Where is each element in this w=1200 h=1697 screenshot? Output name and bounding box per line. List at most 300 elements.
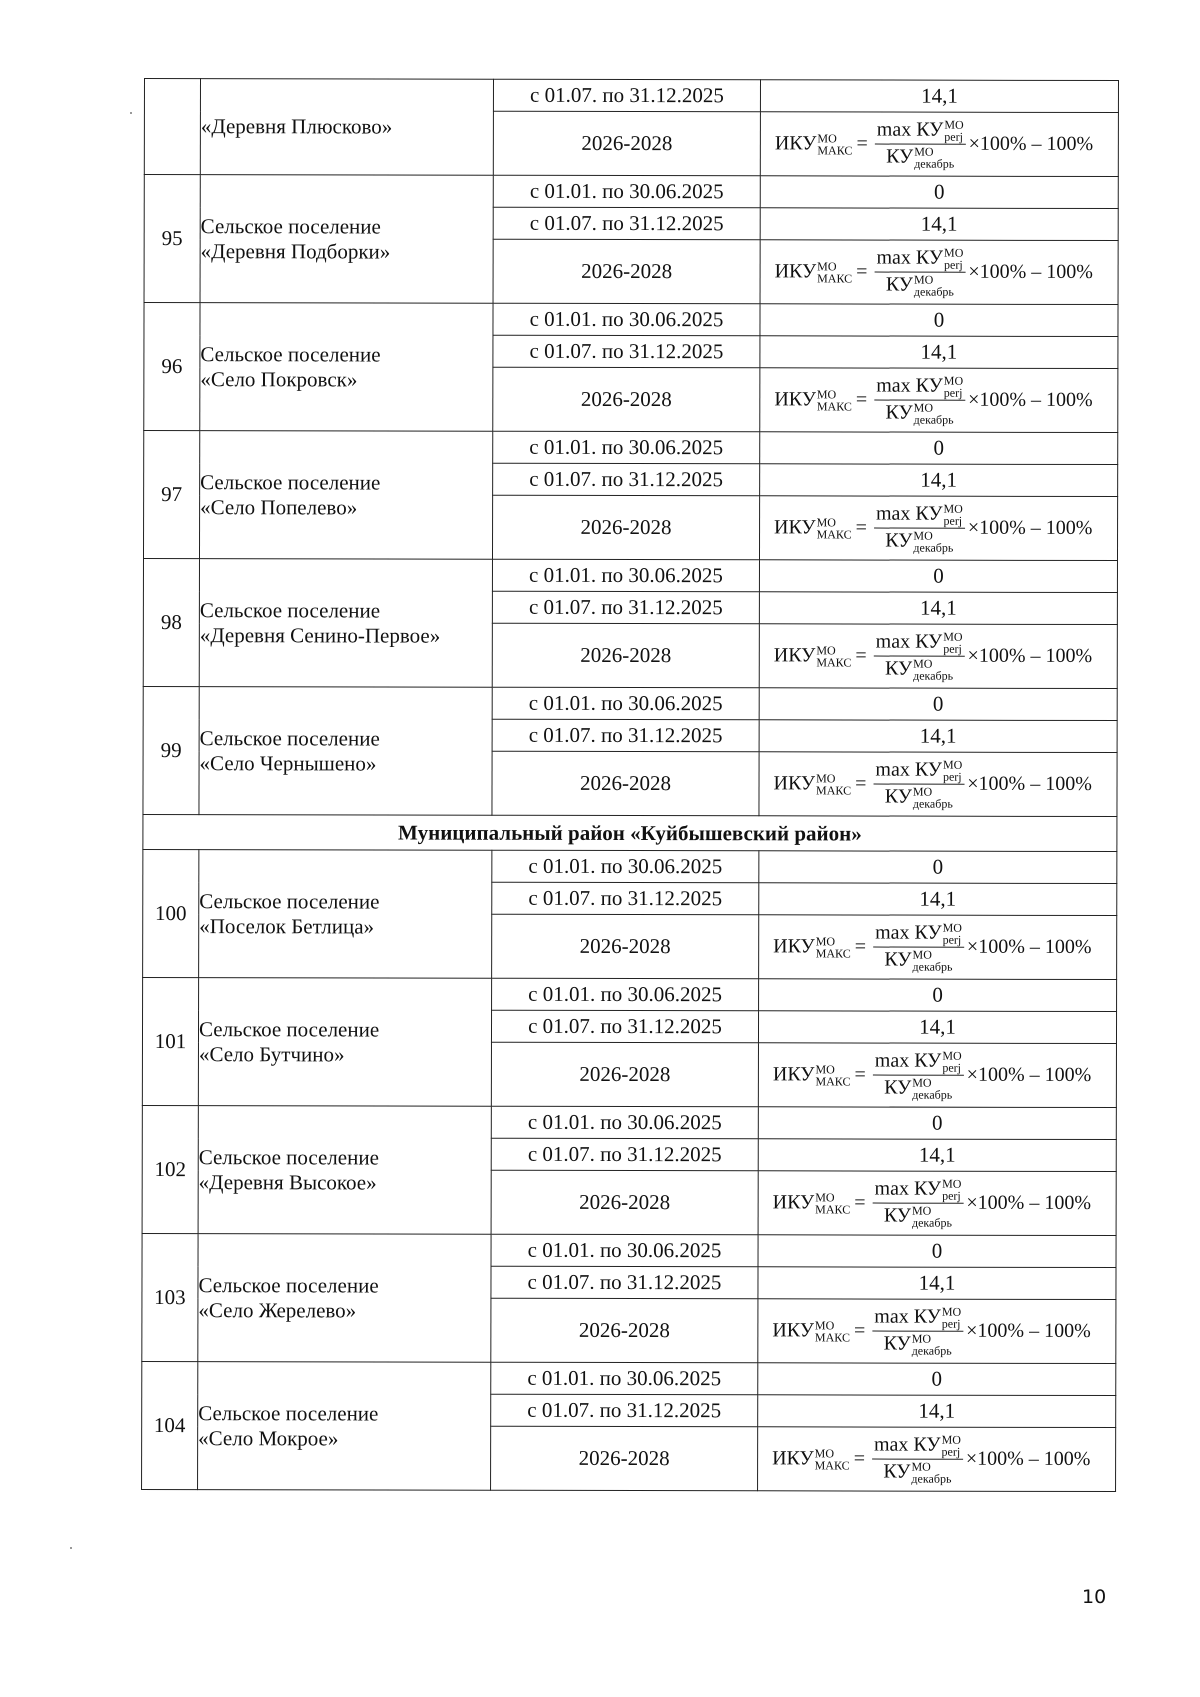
formula-denominator <box>884 1204 952 1230</box>
formula-num-sub: perj <box>944 257 963 272</box>
index-value-cell: 14,1 <box>758 1011 1116 1044</box>
formula-lhs-sup: МО <box>817 130 837 145</box>
index-value-cell: 0 <box>758 1235 1116 1268</box>
settlement-name <box>200 175 493 304</box>
formula-equals: = <box>856 132 868 155</box>
index-value-cell: 14,1 <box>760 336 1118 369</box>
formula-num-indices <box>943 503 962 527</box>
formula-lhs-sub: МАКС <box>815 1201 851 1216</box>
formula <box>772 1305 1090 1357</box>
formula-den-text: КУ <box>884 785 912 808</box>
formula-denominator <box>886 273 954 299</box>
index-value-cell <box>760 240 1118 305</box>
formula-den-sub: декабрь <box>913 541 954 556</box>
formula-lhs-sub: МАКС <box>816 526 852 541</box>
formula-num-text: max КУ <box>874 1049 942 1072</box>
settlement-name-line: Сельское поселение <box>199 726 380 751</box>
settlement-name-line: Сельское поселение <box>200 342 381 367</box>
formula <box>773 1049 1091 1101</box>
settlement-name-line: «Поселок Бетлица» <box>199 913 375 938</box>
formula-lhs: ИКУ <box>773 644 816 667</box>
formula-lhs-sub: МАКС <box>817 142 853 157</box>
formula-fraction <box>874 246 965 298</box>
formula <box>773 921 1091 973</box>
formula-num-text: max КУ <box>876 374 943 397</box>
formula <box>774 502 1092 554</box>
index-value-cell <box>759 624 1117 689</box>
table-body <box>142 79 1119 1492</box>
settlement-name <box>198 1234 491 1363</box>
settlement-name-line: «Село Чернышено» <box>199 750 377 775</box>
district-title: Муниципальный район «Куйбышевский район» <box>143 814 1117 851</box>
formula-denominator <box>884 1076 952 1102</box>
formula-numerator <box>872 1305 963 1332</box>
settlement-name <box>200 303 493 432</box>
table-row <box>144 79 1118 113</box>
formula-num-sup: МО <box>941 1432 961 1447</box>
settlement-name <box>199 559 492 688</box>
formula-numerator <box>872 1433 963 1460</box>
index-value-cell: 14,1 <box>760 208 1118 241</box>
formula-num-sup: МО <box>943 629 963 644</box>
index-value-cell: 14,1 <box>758 1395 1116 1428</box>
index-value-cell: 14,1 <box>759 592 1117 625</box>
formula-denominator <box>885 529 953 555</box>
index-value-cell <box>759 752 1117 817</box>
formula-num-indices <box>944 247 963 271</box>
formula <box>774 630 1092 682</box>
settlement-name-line: Сельское поселение <box>198 1401 379 1426</box>
formula-lhs-sub: МАКС <box>815 945 851 960</box>
formula-lhs: ИКУ <box>774 260 817 283</box>
formula-fraction <box>872 1177 963 1229</box>
formula-lhs-sup: МО <box>816 386 837 401</box>
period-cell: с 01.01. по 30.06.2025 <box>491 1106 758 1139</box>
row-number: 96 <box>144 303 200 431</box>
index-value-cell: 0 <box>760 176 1118 209</box>
formula-den-text: КУ <box>885 657 913 680</box>
settlement-name <box>200 79 493 176</box>
settlement-name <box>199 850 492 979</box>
index-value-cell: 14,1 <box>758 1139 1116 1172</box>
formula-den-indices <box>913 786 953 810</box>
formula-den-sub: декабрь <box>913 285 954 300</box>
row-number <box>144 79 200 175</box>
table-row <box>142 1233 1116 1267</box>
settlement-name-line: Сельское поселение <box>200 470 381 495</box>
settlement-name-line: «Деревня Подборки» <box>200 238 391 264</box>
formula-den-sub: декабрь <box>911 1472 952 1487</box>
period-cell: 2026-2028 <box>493 367 760 432</box>
formula-num-text: max КУ <box>876 118 944 141</box>
row-number: 100 <box>143 849 199 977</box>
formula-lhs-indices <box>815 1447 850 1471</box>
index-value-cell: 0 <box>760 432 1118 465</box>
formula-numerator <box>874 374 965 401</box>
formula-denominator <box>886 145 954 171</box>
formula-num-sup: МО <box>941 1304 962 1319</box>
formula-den-indices <box>912 1205 952 1229</box>
index-value-cell: 0 <box>759 979 1117 1012</box>
formula-denominator <box>884 1332 952 1358</box>
table-row <box>142 1105 1116 1139</box>
formula-fraction <box>873 1049 964 1101</box>
row-number: 97 <box>143 431 199 559</box>
period-cell: с 01.07. по 31.12.2025 <box>492 591 759 624</box>
district-row <box>143 814 1117 851</box>
formula-lhs-sub: МАКС <box>814 1457 850 1472</box>
period-cell: 2026-2028 <box>492 623 759 688</box>
formula-lhs-sub: МАКС <box>815 1073 851 1088</box>
period-cell: с 01.07. по 31.12.2025 <box>493 207 760 240</box>
formula-num-text: max КУ <box>875 921 942 944</box>
settlement-name-line: Сельское поселение <box>198 1273 379 1298</box>
formula-denominator <box>886 401 954 427</box>
formula-lhs: ИКУ <box>772 1191 815 1214</box>
index-value-cell <box>758 1299 1116 1364</box>
formula-lhs: ИКУ <box>774 516 816 539</box>
formula-num-sub: perj <box>941 1444 961 1459</box>
formula-equals: = <box>855 644 867 667</box>
formula-den-sub: декабрь <box>912 960 953 975</box>
settlement-name-line: Сельское поселение <box>198 1145 379 1170</box>
formula-equals: = <box>854 935 867 958</box>
table-row <box>144 303 1118 337</box>
formula-den-sub: декабрь <box>911 1344 952 1359</box>
formula-lhs-sup: МО <box>814 1445 835 1460</box>
period-cell: с 01.07. по 31.12.2025 <box>491 1138 758 1171</box>
formula-num-sub: perj <box>943 641 962 656</box>
formula-den-sup: МО <box>911 1204 932 1219</box>
formula-den-sup: МО <box>913 273 934 288</box>
settlement-name <box>198 1106 491 1235</box>
index-value-cell <box>758 1171 1116 1236</box>
formula-lhs-indices <box>815 1063 850 1087</box>
period-cell: 2026-2028 <box>491 1170 758 1235</box>
period-cell: 2026-2028 <box>493 239 760 304</box>
formula-den-indices <box>913 658 953 682</box>
formula-num-sup: МО <box>943 501 963 516</box>
formula-denominator <box>884 948 952 974</box>
formula-num-indices <box>943 759 962 783</box>
formula-tail: ×100% – 100% <box>968 132 1094 155</box>
table-row <box>144 175 1118 209</box>
formula-lhs: ИКУ <box>774 388 816 411</box>
formula-fraction <box>874 374 965 426</box>
formula-den-indices <box>913 949 953 973</box>
formula-den-indices <box>913 530 953 554</box>
formula-denominator <box>885 785 953 811</box>
index-value-cell: 0 <box>758 1363 1116 1396</box>
settlement-name-line: «Село Бутчино» <box>198 1041 345 1066</box>
period-cell: с 01.07. по 31.12.2025 <box>491 1394 758 1427</box>
settlement-name <box>198 1362 491 1491</box>
index-value-cell <box>758 1043 1116 1108</box>
formula-num-sub: perj <box>944 129 963 144</box>
row-number: 102 <box>142 1105 198 1233</box>
period-cell: 2026-2028 <box>492 495 759 560</box>
formula-equals: = <box>854 1063 866 1086</box>
formula-num-indices <box>942 1306 961 1330</box>
period-cell: с 01.07. по 31.12.2025 <box>492 719 759 752</box>
formula-lhs-sup: МО <box>816 642 836 657</box>
formula-den-indices <box>914 402 954 426</box>
index-value-cell: 14,1 <box>758 1267 1116 1300</box>
period-cell: с 01.07. по 31.12.2025 <box>491 1010 758 1043</box>
formula-num-indices <box>942 1434 961 1458</box>
formula-den-sup: МО <box>913 657 933 672</box>
period-cell: 2026-2028 <box>491 1042 758 1107</box>
formula-num-sub: perj <box>942 932 962 947</box>
formula <box>772 1433 1090 1485</box>
formula-equals: = <box>853 1447 866 1470</box>
index-value-cell: 14,1 <box>760 464 1118 497</box>
index-value-cell: 0 <box>758 1107 1116 1140</box>
formula-numerator <box>874 502 965 529</box>
formula-tail: ×100% – 100% <box>967 516 1093 539</box>
formula-num-text: max КУ <box>876 246 944 269</box>
formula-lhs-indices <box>817 516 852 540</box>
formula-tail: ×100% – 100% <box>967 772 1092 795</box>
period-cell: 2026-2028 <box>492 751 759 816</box>
period-cell: с 01.01. по 30.06.2025 <box>493 175 760 208</box>
period-cell: 2026-2028 <box>491 1426 758 1491</box>
formula-num-sup: МО <box>942 1048 962 1063</box>
formula-den-indices <box>912 1077 952 1101</box>
table-row <box>143 686 1117 720</box>
formula-lhs-indices <box>815 1319 850 1343</box>
row-number: 104 <box>142 1361 198 1489</box>
formula-num-sup: МО <box>943 373 964 388</box>
formula-den-sub: декабрь <box>913 413 954 428</box>
formula-num-sub: perj <box>943 513 963 528</box>
formula-tail: ×100% – 100% <box>966 1319 1091 1342</box>
formula-lhs-sub: МАКС <box>817 270 853 285</box>
formula-fraction <box>875 118 966 170</box>
formula-den-sub: декабрь <box>911 1216 952 1231</box>
formula-lhs-sup: МО <box>816 514 836 529</box>
formula-fraction <box>872 1305 963 1357</box>
scan-speck <box>130 112 132 114</box>
formula-num-sup: МО <box>942 757 963 772</box>
formula-equals: = <box>855 388 868 411</box>
index-value-cell: 0 <box>759 851 1117 884</box>
period-cell: с 01.01. по 30.06.2025 <box>491 1234 758 1267</box>
formula-equals: = <box>853 1319 866 1342</box>
formula-lhs-sub: МАКС <box>816 654 852 669</box>
formula-den-sub: декабрь <box>912 1088 953 1103</box>
formula-num-text: max КУ <box>875 758 942 781</box>
formula-num-text: max КУ <box>875 630 943 653</box>
period-cell: с 01.01. по 30.06.2025 <box>492 850 759 883</box>
settlement-name-line: «Деревня Высокое» <box>198 1169 377 1194</box>
formula-den-indices <box>911 1461 951 1485</box>
formula-num-sub: perj <box>942 1060 962 1075</box>
row-number: 98 <box>143 559 199 687</box>
formula-lhs: ИКУ <box>773 935 815 958</box>
formula-lhs-sup: МО <box>815 1061 835 1076</box>
formula <box>775 118 1093 170</box>
formula-den-text: КУ <box>886 145 914 168</box>
formula-den-indices <box>914 146 954 170</box>
formula-lhs-indices <box>816 772 851 796</box>
formula-lhs-sub: МАКС <box>816 782 852 797</box>
formula-den-indices <box>912 1333 952 1357</box>
formula-lhs-indices <box>817 132 852 156</box>
period-cell: 2026-2028 <box>491 1298 758 1363</box>
formula-num-indices <box>943 631 962 655</box>
settlement-name <box>199 687 492 816</box>
formula-tail: ×100% – 100% <box>965 1447 1091 1470</box>
formula-lhs-sub: МАКС <box>816 398 852 413</box>
formula-tail: ×100% – 100% <box>966 1191 1092 1214</box>
formula-lhs: ИКУ <box>774 132 817 155</box>
period-cell: 2026-2028 <box>492 914 759 979</box>
settlement-name-line: «Село Мокрое» <box>198 1425 339 1450</box>
period-cell: с 01.01. по 30.06.2025 <box>491 1362 758 1395</box>
row-number: 101 <box>142 977 198 1105</box>
period-cell: с 01.07. по 31.12.2025 <box>492 882 759 915</box>
index-value-cell <box>759 915 1117 980</box>
index-value-cell: 0 <box>759 560 1117 593</box>
settlement-name <box>199 431 492 560</box>
formula-fraction <box>874 502 965 554</box>
formula-numerator <box>875 118 966 145</box>
formula-numerator <box>874 630 965 657</box>
period-cell: с 01.07. по 31.12.2025 <box>493 79 760 112</box>
settlement-name-line: «Село Жерелево» <box>198 1297 357 1322</box>
formula-fraction <box>872 1433 963 1485</box>
formula-num-sub: perj <box>942 769 962 784</box>
formula-num-text: max КУ <box>873 1433 941 1456</box>
index-value-cell: 14,1 <box>760 80 1118 113</box>
index-value-cell <box>760 368 1118 433</box>
period-cell: с 01.01. по 30.06.2025 <box>493 303 760 336</box>
formula-den-text: КУ <box>883 1204 912 1227</box>
scan-speck <box>70 1547 72 1549</box>
formula-lhs-indices <box>815 1191 850 1215</box>
index-value-cell <box>760 112 1118 177</box>
formula-den-sup: МО <box>913 529 933 544</box>
formula-den-sup: МО <box>914 145 934 160</box>
formula-denominator <box>883 1460 951 1486</box>
row-number: 99 <box>143 686 199 814</box>
formula-num-sub: perj <box>943 385 963 400</box>
formula-lhs: ИКУ <box>772 1319 814 1342</box>
index-value-cell: 0 <box>759 688 1117 721</box>
settlement-name-line: Сельское поселение <box>200 214 381 239</box>
index-value-cell: 14,1 <box>759 883 1117 916</box>
tariff-index-table <box>141 78 1119 1492</box>
table-row <box>143 849 1117 883</box>
index-value-cell <box>758 1427 1116 1492</box>
period-cell: с 01.07. по 31.12.2025 <box>493 463 760 496</box>
formula-numerator <box>873 921 964 948</box>
formula-lhs-indices <box>816 644 851 668</box>
formula-tail: ×100% – 100% <box>967 644 1093 667</box>
formula-lhs-sup: МО <box>815 1189 835 1204</box>
row-number: 95 <box>144 175 200 303</box>
formula-num-text: max КУ <box>874 1177 942 1200</box>
formula-den-sup: МО <box>912 1076 932 1091</box>
formula-num-indices <box>942 1050 961 1074</box>
formula-lhs-indices <box>816 935 851 959</box>
formula-lhs-sup: МО <box>817 258 837 273</box>
page-number: 10 <box>1082 1586 1107 1608</box>
formula-den-sup: МО <box>913 401 934 416</box>
formula-num-sup: МО <box>944 245 964 260</box>
formula-num-indices <box>944 375 963 399</box>
formula-num-sub: perj <box>942 1188 961 1203</box>
formula-lhs-sup: МО <box>814 1317 835 1332</box>
formula-num-text: max КУ <box>875 502 943 525</box>
period-cell: с 01.01. по 30.06.2025 <box>492 978 759 1011</box>
period-cell: 2026-2028 <box>493 111 760 176</box>
formula-fraction <box>873 921 964 973</box>
formula-numerator <box>873 758 964 785</box>
period-cell: с 01.01. по 30.06.2025 <box>493 431 760 464</box>
period-cell: с 01.07. по 31.12.2025 <box>493 335 760 368</box>
formula-lhs-sub: МАКС <box>814 1329 850 1344</box>
formula-tail: ×100% – 100% <box>966 935 1092 958</box>
formula-lhs-indices <box>817 260 852 284</box>
formula-den-indices <box>914 274 954 298</box>
formula-equals: = <box>855 772 867 795</box>
formula-den-text: КУ <box>884 1076 912 1099</box>
formula-lhs: ИКУ <box>772 1063 815 1086</box>
formula-lhs: ИКУ <box>773 772 816 795</box>
formula-numerator <box>873 1049 964 1076</box>
formula-denominator <box>885 657 953 683</box>
formula-den-sup: МО <box>911 1332 932 1347</box>
settlement-name-line: Сельское поселение <box>199 598 381 623</box>
formula-lhs-sup: МО <box>816 770 836 785</box>
table-row <box>142 1361 1116 1395</box>
settlement-name-line: «Деревня Плюсково» <box>200 114 393 139</box>
formula-den-sup: МО <box>912 948 932 963</box>
formula-num-indices <box>944 119 963 143</box>
formula-den-text: КУ <box>885 529 913 552</box>
index-value-cell: 0 <box>760 304 1118 337</box>
formula-den-text: КУ <box>884 948 912 971</box>
settlement-name-line: «Село Покровск» <box>200 366 358 391</box>
formula-num-sub: perj <box>941 1316 961 1331</box>
formula-den-text: КУ <box>885 401 913 424</box>
settlement-name-line: Сельское поселение <box>199 889 380 914</box>
formula-den-sub: декабрь <box>914 157 955 172</box>
index-value-cell: 14,1 <box>759 720 1117 753</box>
formula-numerator <box>873 1177 964 1204</box>
settlement-name-line: «Деревня Сенино-Первое» <box>199 622 441 648</box>
formula-tail: ×100% – 100% <box>968 260 1093 283</box>
formula-lhs-indices <box>817 388 852 412</box>
row-number: 103 <box>142 1233 198 1361</box>
formula <box>774 374 1092 426</box>
formula-num-text: max КУ <box>874 1305 941 1328</box>
formula-fraction <box>874 630 965 682</box>
period-cell: с 01.01. по 30.06.2025 <box>492 559 759 592</box>
settlement-name <box>198 978 491 1107</box>
formula-equals: = <box>855 516 867 539</box>
formula-den-text: КУ <box>883 1460 911 1483</box>
index-value-cell <box>759 496 1117 561</box>
formula-den-sup: МО <box>911 1460 931 1475</box>
settlement-name-line: Сельское поселение <box>198 1017 380 1042</box>
formula <box>775 246 1093 298</box>
period-cell: с 01.07. по 31.12.2025 <box>491 1266 758 1299</box>
formula-numerator <box>874 246 965 273</box>
formula-den-sub: декабрь <box>912 797 953 812</box>
